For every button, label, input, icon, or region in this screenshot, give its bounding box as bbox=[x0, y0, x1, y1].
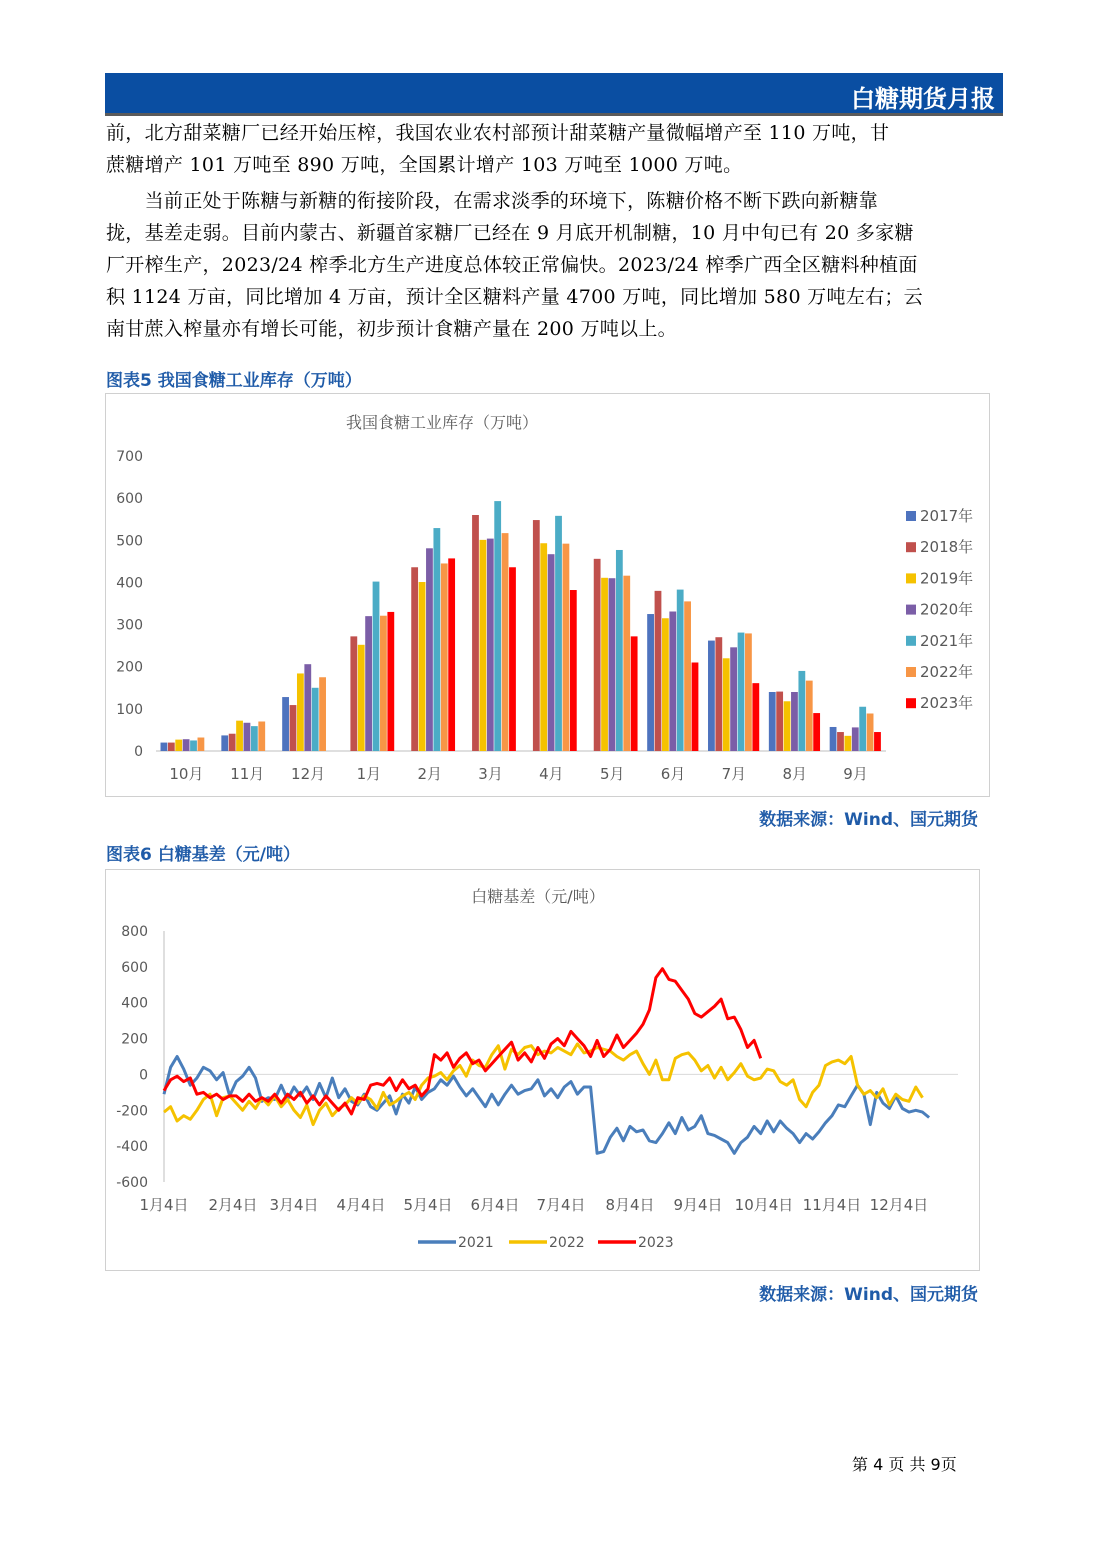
bar bbox=[479, 540, 486, 751]
bar bbox=[494, 501, 501, 751]
bar bbox=[258, 722, 265, 752]
paragraph-1 bbox=[106, 117, 996, 181]
bar bbox=[723, 658, 730, 751]
legend-label: 2023年 bbox=[920, 694, 974, 713]
legend-label: 2017年 bbox=[920, 507, 974, 525]
y-tick-label: -600 bbox=[116, 1175, 148, 1191]
bar bbox=[837, 732, 844, 751]
bar bbox=[609, 578, 616, 751]
bar bbox=[251, 726, 258, 751]
x-tick-label: 6月 bbox=[660, 765, 686, 783]
bar bbox=[570, 590, 577, 751]
bar bbox=[684, 601, 691, 751]
bar bbox=[297, 673, 304, 751]
basis-chart-svg bbox=[106, 870, 979, 1270]
bar bbox=[730, 647, 737, 751]
legend-swatch bbox=[906, 698, 916, 708]
inventory-chart bbox=[105, 393, 990, 797]
bar bbox=[365, 616, 372, 751]
y-tick-label: 200 bbox=[121, 1031, 148, 1048]
x-tick-label: 3月 bbox=[478, 765, 503, 783]
bar bbox=[708, 641, 715, 751]
bar bbox=[282, 697, 289, 751]
figure-5-source: 数据来源：Wind、国元期货 bbox=[759, 810, 978, 830]
y-tick-label: 600 bbox=[116, 491, 143, 508]
chart-title: 我国食糖工业库存（万吨） bbox=[345, 413, 539, 432]
y-tick-label: 200 bbox=[116, 659, 143, 676]
bar bbox=[319, 677, 326, 751]
bar bbox=[715, 637, 722, 751]
bar bbox=[448, 558, 455, 751]
bar bbox=[533, 520, 540, 751]
paragraph-line: 蔗糖增产 101 万吨至 890 万吨，全国累计增产 103 万吨至 1000 万吨。 bbox=[106, 154, 743, 176]
bar bbox=[190, 740, 197, 751]
x-tick-label: 10月 bbox=[169, 765, 204, 783]
y-tick-label: 600 bbox=[121, 959, 148, 976]
y-tick-label: 300 bbox=[116, 617, 143, 634]
bar bbox=[304, 664, 311, 751]
legend-swatch bbox=[906, 636, 916, 646]
legend-label: 2019年 bbox=[920, 569, 974, 588]
bar bbox=[623, 576, 630, 751]
bar bbox=[784, 701, 791, 751]
legend-swatch bbox=[906, 667, 916, 677]
x-tick-label: 5月4日 bbox=[403, 1196, 453, 1214]
legend-label: 2022年 bbox=[920, 663, 974, 681]
basis-chart bbox=[105, 869, 980, 1271]
bar bbox=[594, 559, 601, 751]
x-tick-label: 4月 bbox=[539, 765, 564, 783]
bar bbox=[411, 567, 418, 751]
bar bbox=[161, 743, 168, 751]
legend-swatch bbox=[906, 511, 916, 521]
bar bbox=[830, 727, 837, 751]
paragraph-line: 南甘蔗入榨量亦有增长可能，初步预计食糖产量在 200 万吨以上。 bbox=[106, 318, 677, 340]
bar bbox=[852, 727, 859, 751]
bar bbox=[175, 740, 182, 751]
legend-swatch bbox=[906, 573, 916, 583]
y-tick-label: 100 bbox=[116, 701, 143, 718]
bar bbox=[677, 590, 684, 751]
bar bbox=[669, 612, 676, 751]
bar bbox=[350, 636, 357, 751]
y-tick-label: 400 bbox=[116, 575, 143, 592]
paragraph-line: 厂开榨生产，2023/24 榨季北方生产进度总体较正常偏快。2023/24 榨季广西全区糖料种植面 bbox=[106, 254, 918, 276]
bar bbox=[806, 681, 813, 751]
chart-title: 白糖基差（元/吨） bbox=[471, 887, 605, 906]
y-tick-label: -400 bbox=[116, 1139, 148, 1156]
bar bbox=[198, 738, 205, 751]
x-tick-label: 7月4日 bbox=[536, 1196, 586, 1214]
x-tick-label: 5月 bbox=[599, 765, 625, 783]
paragraph-line: 积 1124 万亩，同比增加 4 万亩，预计全区糖料产量 4700 万吨，同比增加 580 万吨左右；云 bbox=[106, 286, 923, 308]
report-header-bar bbox=[105, 73, 1003, 116]
bar bbox=[548, 554, 555, 751]
x-tick-label: 8月4日 bbox=[605, 1196, 655, 1214]
y-tick-label: 0 bbox=[139, 1067, 148, 1084]
bar bbox=[791, 692, 798, 751]
x-tick-label: 12月4日 bbox=[869, 1196, 929, 1214]
legend-label: 2021年 bbox=[920, 631, 974, 650]
y-tick-label: 0 bbox=[134, 744, 143, 760]
bar bbox=[244, 723, 251, 751]
bar bbox=[472, 515, 479, 751]
bar bbox=[426, 548, 433, 751]
legend-label: 2023 bbox=[638, 1235, 674, 1251]
bar bbox=[555, 516, 562, 751]
x-tick-label: 4月4日 bbox=[336, 1196, 386, 1214]
inventory-chart-svg bbox=[106, 394, 989, 796]
paragraph-line: 拢，基差走弱。目前内蒙古、新疆首家糖厂已经在 9 月底开机制糖，10 月中旬已有 20 多家糖 bbox=[106, 222, 914, 244]
bar bbox=[540, 543, 547, 751]
bar bbox=[874, 732, 881, 751]
bar bbox=[358, 645, 365, 751]
bar bbox=[290, 705, 297, 751]
report-title: 白糖期货月报 bbox=[851, 85, 995, 113]
bar bbox=[236, 721, 243, 751]
bar bbox=[769, 692, 776, 751]
x-tick-label: 9月 bbox=[843, 765, 868, 783]
bar bbox=[441, 563, 448, 751]
x-tick-label: 12月 bbox=[291, 765, 326, 783]
bar bbox=[563, 544, 570, 751]
bar bbox=[655, 591, 662, 751]
paragraph-line: 前，北方甜菜糖厂已经开始压榨，我国农业农村部预计甜菜糖产量微幅增产至 110 万吨，甘 bbox=[106, 122, 890, 144]
x-tick-label: 2月4日 bbox=[208, 1196, 258, 1214]
bar bbox=[509, 567, 516, 751]
bar bbox=[229, 734, 236, 751]
bar bbox=[798, 671, 805, 751]
bar bbox=[631, 636, 638, 751]
paragraph-2 bbox=[106, 185, 996, 345]
bar bbox=[373, 582, 380, 751]
legend-swatch bbox=[906, 605, 916, 615]
bar bbox=[433, 528, 440, 751]
bar bbox=[487, 539, 494, 751]
bar bbox=[616, 550, 623, 751]
x-tick-label: 11月 bbox=[230, 765, 265, 783]
bar bbox=[502, 533, 509, 751]
bar bbox=[380, 616, 387, 751]
legend-label: 2018年 bbox=[920, 538, 974, 557]
paragraph-line: 当前正处于陈糖与新糖的衔接阶段，在需求淡季的环境下，陈糖价格不断下跌向新糖靠 bbox=[106, 190, 879, 212]
bar bbox=[168, 743, 175, 751]
y-tick-label: 700 bbox=[116, 449, 143, 465]
page-number: 第 4 页 共 9页 bbox=[852, 1455, 957, 1474]
bar bbox=[738, 633, 745, 751]
legend-label: 2022 bbox=[549, 1235, 585, 1251]
x-tick-label: 1月 bbox=[356, 765, 382, 783]
bar bbox=[752, 683, 759, 751]
bar bbox=[859, 707, 866, 751]
bar bbox=[692, 663, 699, 752]
legend-swatch bbox=[906, 542, 916, 552]
bar bbox=[867, 713, 874, 751]
bar bbox=[221, 735, 228, 751]
bar bbox=[387, 612, 394, 751]
x-tick-label: 3月4日 bbox=[269, 1196, 319, 1214]
x-tick-label: 10月4日 bbox=[734, 1196, 794, 1214]
bar bbox=[183, 739, 190, 751]
x-tick-label: 7月 bbox=[721, 765, 747, 783]
bar bbox=[647, 614, 654, 751]
bar bbox=[601, 578, 608, 751]
bar bbox=[813, 713, 820, 751]
bar bbox=[662, 618, 669, 751]
x-tick-label: 2月 bbox=[417, 765, 443, 783]
y-tick-label: 800 bbox=[121, 924, 148, 940]
bar bbox=[312, 688, 319, 751]
legend-label: 2020年 bbox=[920, 600, 974, 619]
y-tick-label: 400 bbox=[121, 995, 148, 1012]
figure-6-source: 数据来源：Wind、国元期货 bbox=[759, 1285, 978, 1305]
x-tick-label: 9月4日 bbox=[673, 1196, 723, 1214]
bar bbox=[745, 633, 752, 751]
y-tick-label: -200 bbox=[116, 1103, 148, 1120]
x-tick-label: 8月 bbox=[782, 765, 808, 783]
legend-label: 2021 bbox=[458, 1235, 494, 1251]
y-tick-label: 500 bbox=[116, 533, 143, 550]
x-tick-label: 6月4日 bbox=[470, 1196, 520, 1214]
figure-6-caption: 图表6 白糖基差（元/吨） bbox=[106, 845, 300, 865]
figure-5-caption: 图表5 我国食糖工业库存（万吨） bbox=[106, 371, 362, 391]
bar bbox=[419, 582, 426, 751]
x-tick-label: 11月4日 bbox=[802, 1196, 862, 1214]
x-tick-label: 1月4日 bbox=[139, 1196, 189, 1214]
bar bbox=[776, 692, 783, 751]
bar bbox=[844, 736, 851, 751]
